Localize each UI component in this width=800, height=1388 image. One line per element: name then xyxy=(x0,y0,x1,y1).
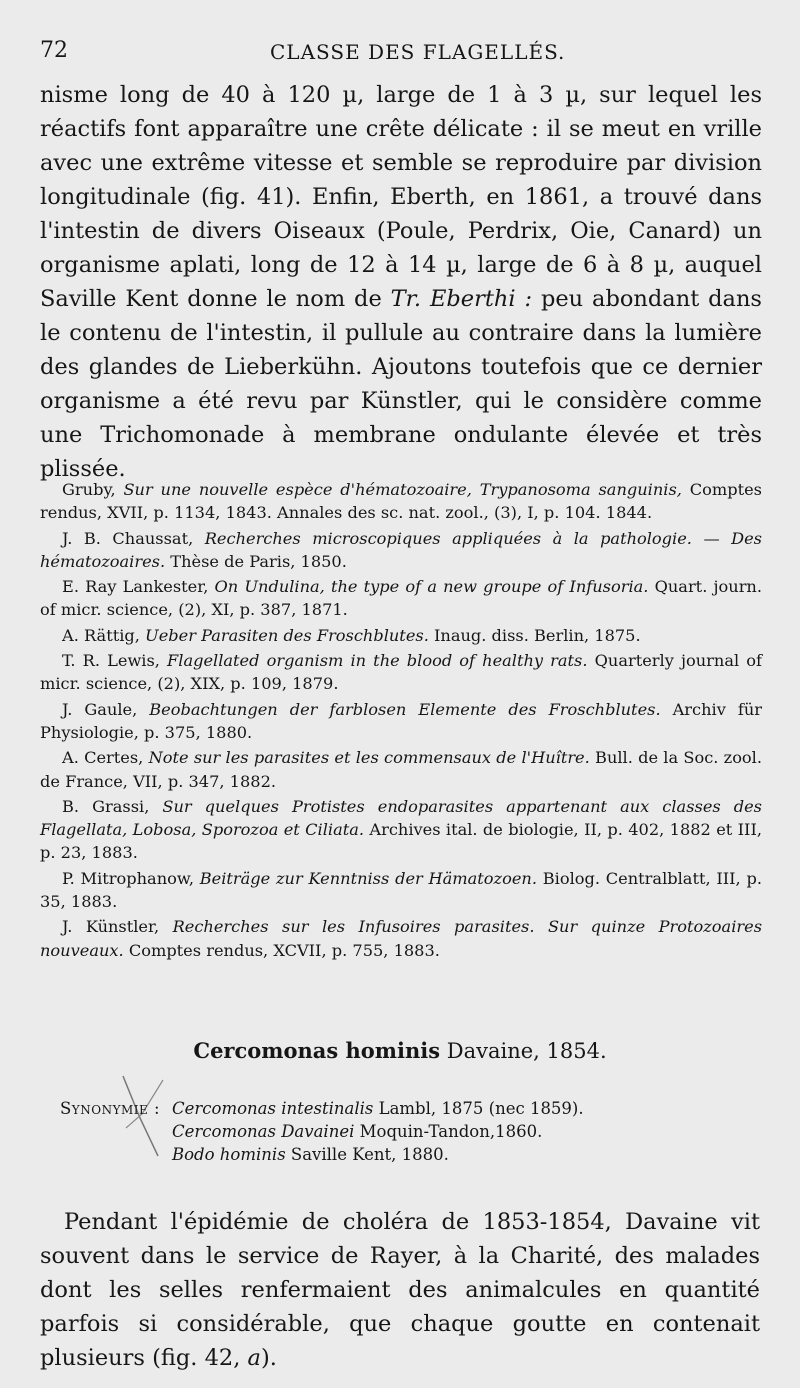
ref-details: Bull. de la Soc. zool. de France, VII, p. 347, 1882. xyxy=(40,748,763,791)
ref-details: Archives ital. de biologie, II, p. 402, 1882 et III, p. 23, 1883. xyxy=(40,820,762,863)
synonym-name: Cercomonas Davainei xyxy=(172,1122,355,1141)
synonym-author: Moquin-Tandon,1860. xyxy=(354,1122,543,1141)
ref-author: A. Rättig, xyxy=(62,625,146,645)
ref-author: Gruby, xyxy=(62,480,124,499)
synonym-name: Cercomonas intestinalis xyxy=(172,1099,374,1118)
ref-author: B. Grassi, xyxy=(62,796,163,816)
ref-author: P. Mitrophanow, xyxy=(62,868,200,888)
reference-item xyxy=(40,527,762,574)
closing-paragraph xyxy=(40,1205,760,1375)
ref-details: Quart. journ. of micr. science, (2), XI, p. 387, 1871. xyxy=(40,577,762,620)
synonym-author: Saville Kent, 1880. xyxy=(285,1145,449,1164)
synonym-author: Lambl, 1875 (nec 1859). xyxy=(373,1099,584,1118)
ref-details: Thèse de Paris, 1850. xyxy=(165,551,347,571)
reference-item xyxy=(40,795,762,865)
ref-title: Beiträge zur Kenntniss der Hämatozoen. xyxy=(199,868,537,888)
ref-author: J. B. Chaussat, xyxy=(62,528,205,548)
reference-item xyxy=(40,624,762,647)
main-text-end: peu abondant dans le contenu de l'intestin, il pullule au contraire dans la lumière des glandes de Lieberkühn. Ajoutons toutefois que ce dernier organisme a été revu par Künstler, qui le considère comme une Trichomonade à membrane ondulante élevée et très plissée. xyxy=(40,286,762,482)
synonym-row xyxy=(60,1120,760,1143)
ref-title: Ueber Parasiten des Froschblutes. xyxy=(145,625,429,645)
ref-details: Archiv für Physiologie, p. 375, 1880. xyxy=(40,699,762,742)
synonymy-list xyxy=(60,1097,760,1166)
ref-details: Comptes rendus, XVII, p. 1134, 1843. Annales des sc. nat. zool., (3), I, p. 104. 1844. xyxy=(40,480,762,523)
main-paragraph xyxy=(40,78,762,486)
closing-italic: a xyxy=(247,1345,261,1371)
page-number: 72 xyxy=(40,38,68,63)
ref-author: T. R. Lewis, xyxy=(62,651,168,671)
running-title: CLASSE DES FLAGELLÉS. xyxy=(270,40,566,64)
reference-item xyxy=(40,867,762,914)
ref-title: Flagellated organism in the blood of healthy rats. xyxy=(167,651,588,671)
ref-details: Inaug. diss. Berlin, 1875. xyxy=(428,625,641,645)
ref-details: Biolog. Centralblatt, III, p. 35, 1883. xyxy=(40,868,762,912)
main-text-start: nisme long de 40 à 120 µ, large de 1 à 3 µ, sur lequel les réactifs font apparaître une crête délicate : il se meut en vrille avec une extrême vitesse et semble se reproduire par division longitudinale (fig. 41). Enfin, Eberth, en 1861, a trouvé dans l'intestin de divers Oiseaux (Poule, Perdrix, Oie, Canard) un organisme aplati, long de 12 à 14 µ, large de 6 à 8 µ, auquel Saville Kent donne le nom de xyxy=(40,82,762,312)
ref-title: Recherches microscopiques appliquées à la pathologie. — Des hématozoaires. xyxy=(40,528,762,571)
species-author: Davaine, 1854. xyxy=(440,1039,607,1063)
bibliography xyxy=(40,478,762,964)
reference-item xyxy=(40,746,762,793)
reference-item xyxy=(40,478,762,525)
species-name: Cercomonas hominis xyxy=(193,1038,441,1063)
ref-details: Quarterly journal of micr. science, (2), XIX, p. 109, 1879. xyxy=(40,651,762,694)
ref-title: On Undulina, the type of a new groupe of Infusoria. xyxy=(214,577,649,597)
synonym-row xyxy=(60,1097,760,1120)
ref-title: Note sur les parasites et les commensaux de l'Huître. xyxy=(148,748,590,768)
reference-item xyxy=(40,698,762,745)
reference-item xyxy=(40,575,762,622)
ref-title: Beobachtungen der farblosen Elemente des Froschblutes. xyxy=(149,699,661,719)
reference-item xyxy=(40,649,762,696)
ref-author: E. Ray Lankester, xyxy=(62,577,215,597)
ref-title: Sur quelques Protistes endoparasites appartenant aux classes des Flagellata, Lobosa, Sporozoa et Ciliata. xyxy=(40,796,762,840)
main-text-italic: Tr. Eberthi : xyxy=(390,286,533,312)
ref-author: J. Gaule, xyxy=(62,699,150,719)
synonym-row xyxy=(60,1143,760,1166)
ref-author: J. Künstler, xyxy=(62,917,173,937)
ref-title: Recherches sur les Infusoires parasites. Sur quinze Protozoaires nouveaux. xyxy=(40,917,762,960)
ref-author: A. Certes, xyxy=(62,748,149,768)
ref-title: Sur une nouvelle espèce d'hématozoaire, Trypanosoma sanguinis, xyxy=(123,480,682,499)
page-header xyxy=(40,38,760,68)
synonym-name: Bodo hominis xyxy=(172,1145,286,1164)
closing-end: ). xyxy=(260,1345,277,1371)
reference-item xyxy=(40,915,762,962)
synonymy-label: Synonymie : xyxy=(60,1099,161,1118)
ref-details: Comptes rendus, XCVII, p. 755, 1883. xyxy=(123,940,440,960)
species-heading xyxy=(0,1038,800,1063)
closing-text: Pendant l'épidémie de choléra de 1853-1854, Davaine vit souvent dans le service de Rayer, à la Charité, des malades dont les selles renfermaient des animalcules en quantité parfois si considérable, que chaque goutte en contenait plusieurs (fig. 42, xyxy=(40,1209,760,1371)
